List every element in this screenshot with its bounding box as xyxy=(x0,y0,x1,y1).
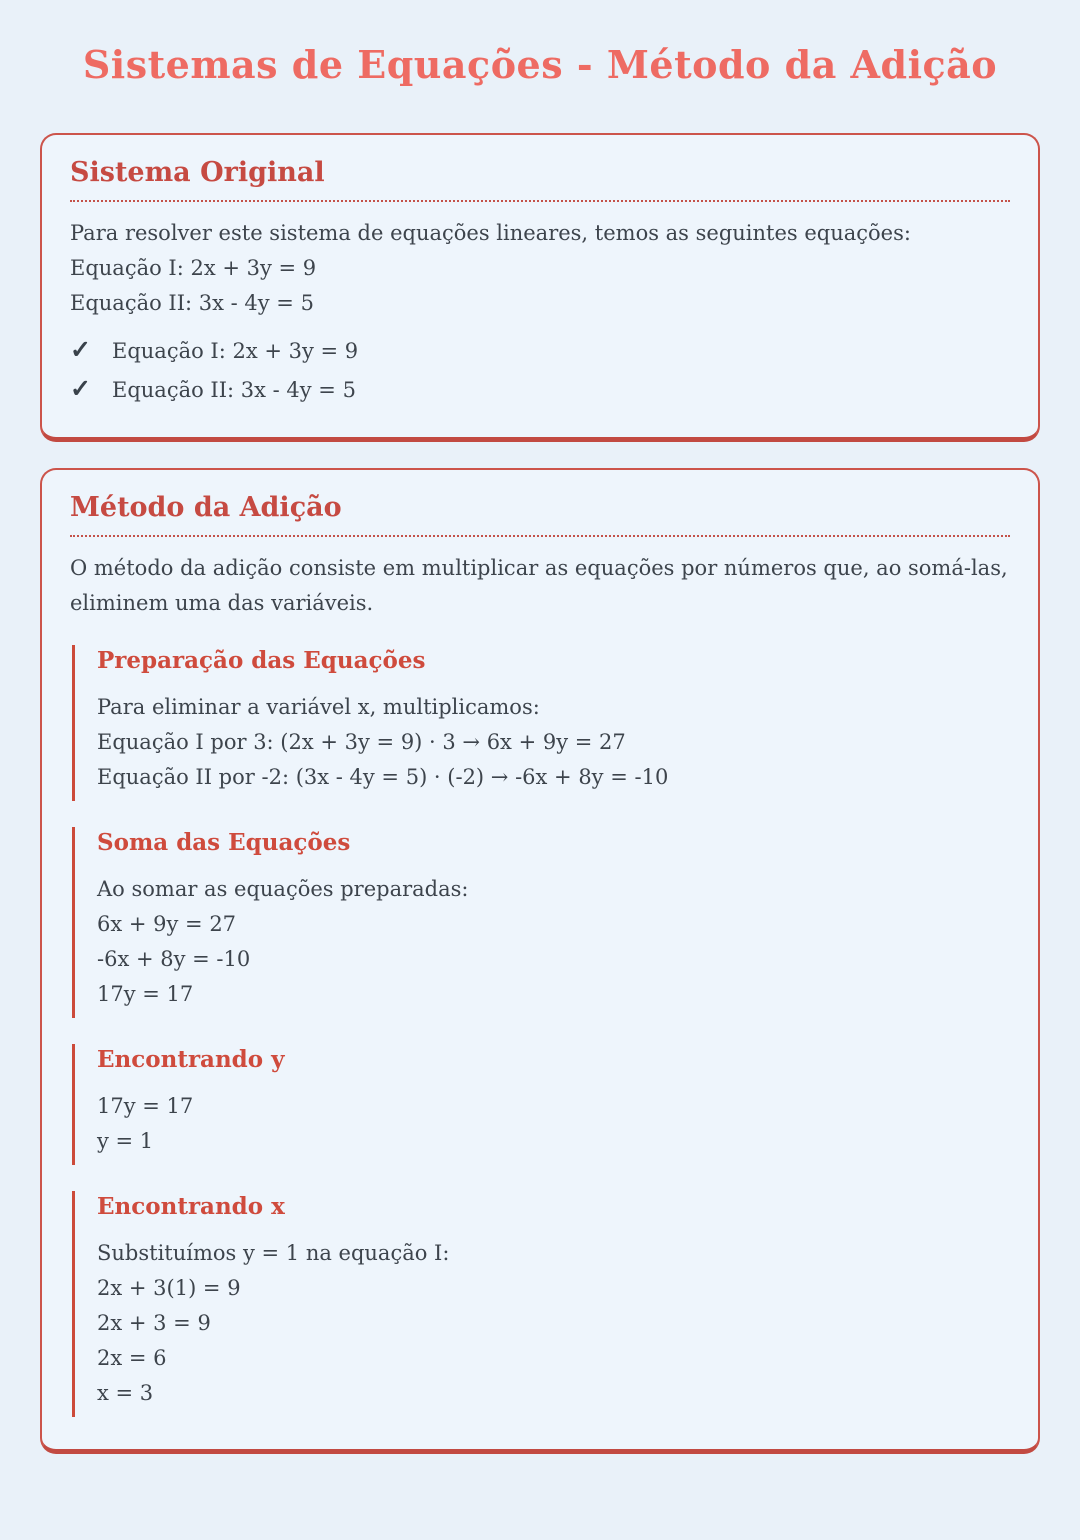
subsection-heading: Encontrando x xyxy=(97,1193,285,1220)
step-line: y = 1 xyxy=(97,1129,154,1153)
equation-line: Equação I: 2x + 3y = 9 xyxy=(70,256,317,280)
step-line: Substituímos y = 1 na equação I: xyxy=(97,1241,450,1265)
equation-line: Equação II: 3x - 4y = 5 xyxy=(70,291,314,315)
card-heading-metodo-da-adicao: Método da Adição xyxy=(70,492,1010,537)
page-title: Sistemas de Equações - Método da Adição xyxy=(82,42,998,87)
card-sistema-original xyxy=(40,133,1040,442)
step-line: Equação II por -2: (3x - 4y = 5) · (-2) → -6x + 8y = -10 xyxy=(97,765,669,789)
card-body xyxy=(70,537,1010,1417)
card-metodo-da-adicao xyxy=(40,468,1040,1454)
step-line: Para eliminar a variável x, multiplicamos: xyxy=(97,695,540,719)
check-item-label: Equação I: 2x + 3y = 9 xyxy=(112,339,359,363)
step-line: 17y = 17 xyxy=(97,1094,194,1118)
card-body xyxy=(70,202,1010,409)
check-icon: ✓ xyxy=(70,374,91,403)
step-line: 6x + 9y = 27 xyxy=(97,912,237,936)
step-line: 17y = 17 xyxy=(97,982,194,1006)
subsection-heading: Encontrando y xyxy=(97,1046,285,1073)
card-heading-sistema-original: Sistema Original xyxy=(70,157,1010,202)
check-item xyxy=(70,331,1010,370)
subsection-heading: Preparação das Equações xyxy=(97,647,426,674)
step-line: Equação I por 3: (2x + 3y = 9) · 3 → 6x + 9y = 27 xyxy=(97,730,626,754)
subsection-heading: Soma das Equações xyxy=(97,829,351,856)
subsection-encontrando-y xyxy=(72,1044,1010,1165)
subsection-soma-das-equacoes xyxy=(72,827,1010,1018)
step-line: 2x + 3(1) = 9 xyxy=(97,1276,241,1300)
check-item-label: Equação II: 3x - 4y = 5 xyxy=(112,378,356,402)
intro-text: O método da adição consiste em multiplicar as equações por números que, ao somá-las, eliminem uma das variáveis. xyxy=(70,556,1008,615)
subsection-preparacao-das-equacoes xyxy=(72,645,1010,801)
check-item xyxy=(70,370,1010,409)
step-line: -6x + 8y = -10 xyxy=(97,947,251,971)
step-line: x = 3 xyxy=(97,1381,154,1405)
check-icon: ✓ xyxy=(70,335,91,364)
intro-text: Para resolver este sistema de equações lineares, temos as seguintes equações: xyxy=(70,221,911,245)
equation-check-list xyxy=(70,331,1010,409)
step-line: Ao somar as equações preparadas: xyxy=(97,877,469,901)
subsection-encontrando-x xyxy=(72,1191,1010,1417)
step-line: 2x + 3 = 9 xyxy=(97,1311,211,1335)
step-line: 2x = 6 xyxy=(97,1346,167,1370)
